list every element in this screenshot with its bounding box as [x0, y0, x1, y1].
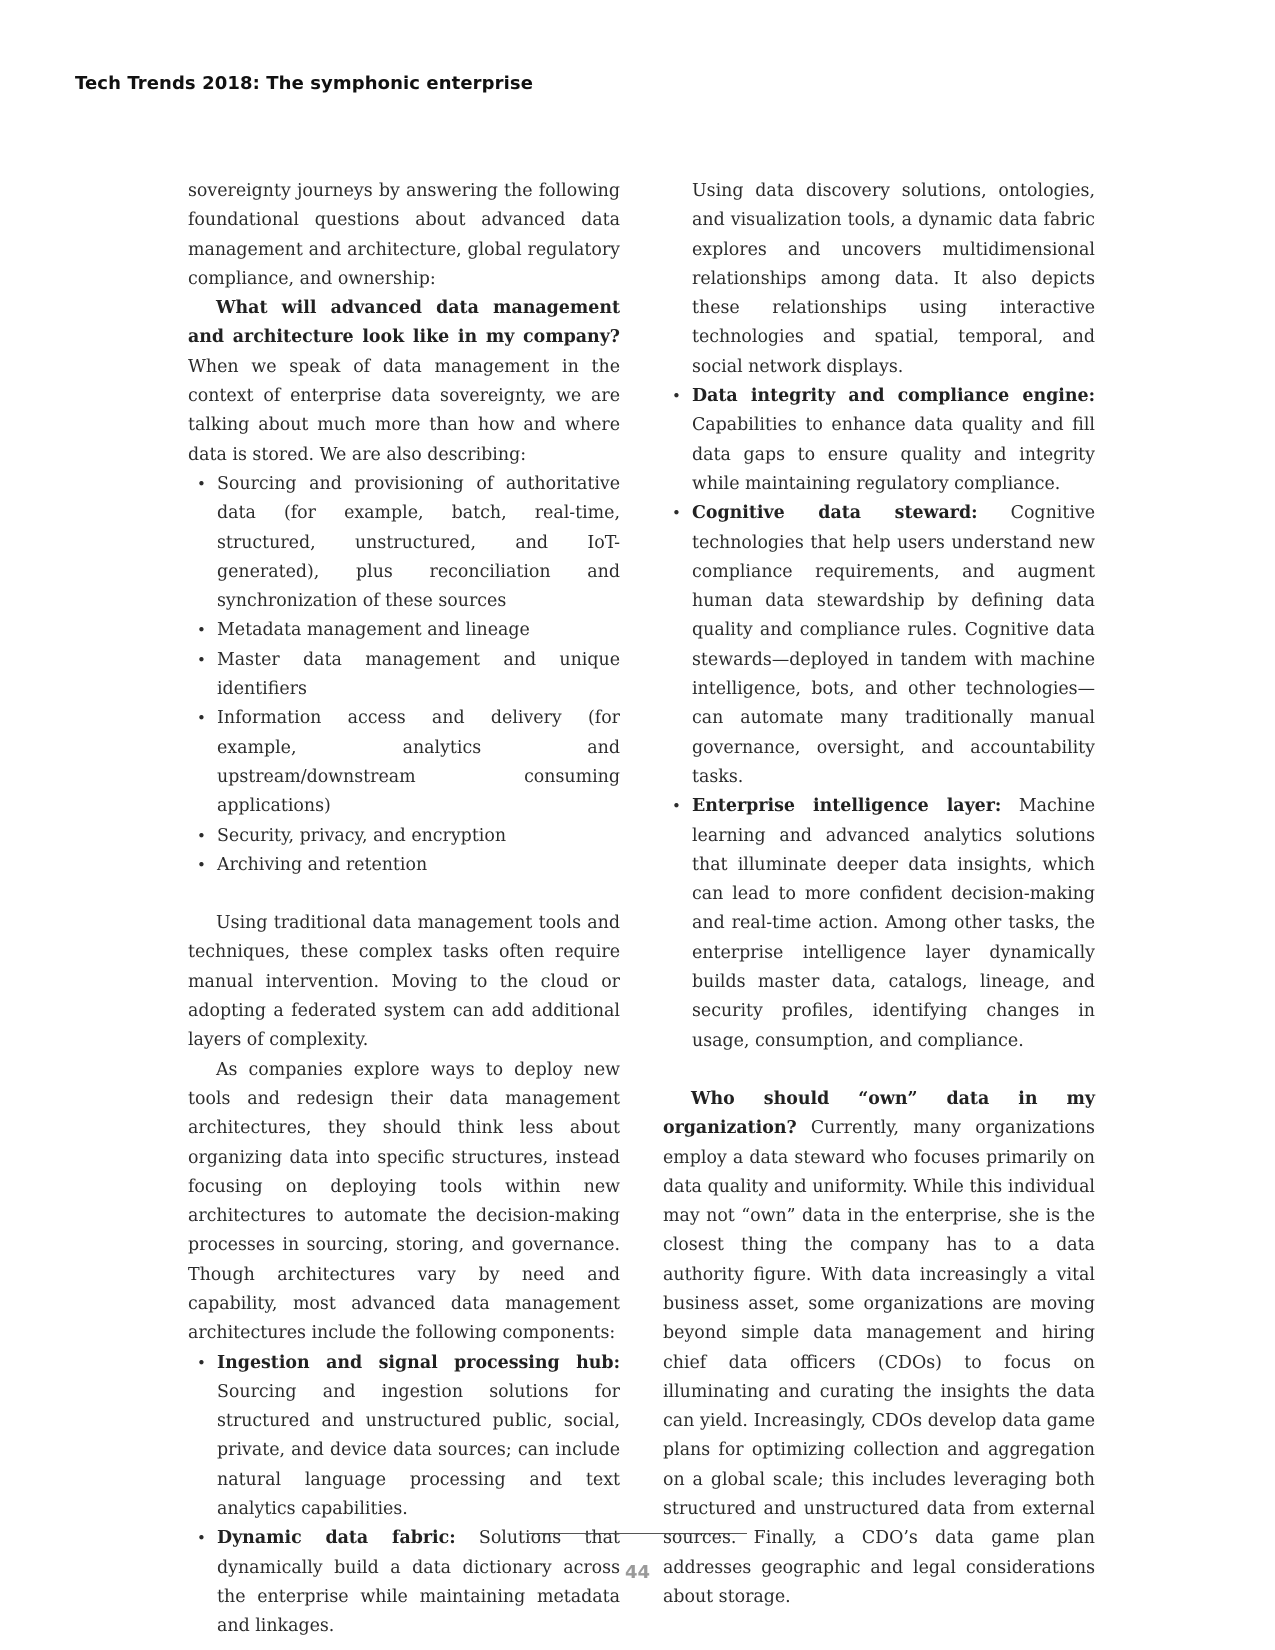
list-item: • Sourcing and provisioning of authoritative data (for example, batch, real-time, structured, unstructured, and IoT-generated), plus reconciliation and synchronization of these sources	[188, 470, 620, 616]
spacer	[663, 1056, 1095, 1085]
question-1-heading: What will advanced data management and architecture look like in my company?	[188, 298, 620, 348]
footer-rule	[529, 1533, 747, 1534]
list-item: • Metadata management and lineage	[188, 616, 620, 645]
question-1-paragraph	[188, 294, 620, 470]
component-text: Sourcing and ingestion solutions for structured and unstructured public, social, private, and device data sources; can include natural language processing and text analytics capabilities.	[217, 1381, 620, 1520]
component-term: Data integrity and compliance engine:	[692, 386, 1095, 407]
companies-paragraph: As companies explore ways to deploy new tools and redesign their data management architectures, they should think less about organizing data into specific structures, instead focusing on deploying tools within new architectures to automate the decision-making processes in sourcing, storing, and governance. Though architectures vary by need and capability, most advanced data management architectures include the following components:	[188, 1059, 620, 1344]
component-term: Enterprise intelligence layer:	[692, 796, 1002, 817]
spacer	[188, 880, 620, 909]
component-ingestion-hub	[188, 1349, 620, 1525]
page-number: 44	[624, 1562, 651, 1583]
left-column	[188, 177, 620, 1642]
component-integrity-engine	[663, 382, 1095, 499]
component-enterprise-intelligence	[663, 792, 1095, 1056]
traditional-tools-paragraph: Using traditional data management tools and techniques, these complex tasks often require manual intervention. Moving to the cloud or adopting a federated system can add additional layers of complexity.	[188, 913, 620, 1051]
running-header: Tech Trends 2018: The symphonic enterprise	[75, 73, 533, 94]
list-item: • Security, privacy, and encryption	[188, 822, 620, 851]
components-list-continued	[663, 382, 1095, 1056]
question-2-text: Currently, many organizations employ a data steward who focuses primarily on data quality and uniformity. While this individual may not “own” data in the enterprise, she is the closest thing the company has to a data authority figure. With data increasingly a vital business asset, some organizations are moving beyond simple data management and hiring chief data officers (CDOs) to focus on illuminating and curating the insights the data can yield. Increasingly, CDOs develop data game plans for optimizing collection and aggregation on a global scale; this includes leveraging both structured and unstructured data from external sources. Finally, a CDO’s data game plan addresses geographic and legal considerations about storage.	[663, 1118, 1095, 1607]
question-1-text: When we speak of data management in the context of enterprise data sovereignty, we are talking about much more than how and where data is stored. We are also describing:	[188, 356, 620, 465]
right-column	[663, 177, 1095, 1612]
list-item: • Archiving and retention	[188, 851, 620, 880]
component-term: Dynamic data fabric:	[217, 1528, 456, 1549]
list-item: • Master data management and unique identifiers	[188, 646, 620, 705]
component-term: Ingestion and signal processing hub:	[217, 1352, 620, 1373]
component-text: Capabilities to enhance data quality and fill data gaps to ensure quality and integrity while maintaining regulatory compliance.	[692, 415, 1095, 494]
data-management-list	[188, 470, 620, 880]
dynamic-data-fabric-continued: Using data discovery solutions, ontologies, and visualization tools, a dynamic data fabric explores and uncovers multidimensional relationships among data. It also depicts these relationships using interactive technologies and spatial, temporal, and social network displays.	[692, 181, 1095, 377]
component-cognitive-steward	[663, 499, 1095, 792]
components-list	[188, 1349, 620, 1642]
component-text: Solutions that dynamically build a data dictionary across the enterprise while maintaining metadata and linkages.	[217, 1528, 620, 1637]
question-2-heading: Who should “own” data in my organization?	[663, 1088, 1095, 1139]
component-text: Cognitive technologies that help users understand new compliance requirements, and augment human data stewardship by defining data quality and compliance rules. Cognitive data stewards—deployed in tandem with machine intelligence, bots, and other technologies—can automate many traditionally manual governance, oversight, and accountability tasks.	[692, 503, 1095, 787]
list-item: • Information access and delivery (for example, analytics and upstream/downstream consuming applications)	[188, 704, 620, 821]
component-text: Machine learning and advanced analytics solutions that illuminate deeper data insights, which can lead to more confident decision-making and real-time action. Among other tasks, the enterprise intelligence layer dynamically builds master data, catalogs, lineage, and security profiles, identifying changes in usage, consumption, and compliance.	[692, 796, 1095, 1051]
intro-paragraph: sovereignty journeys by answering the following foundational questions about advanced data management and architecture, global regulatory compliance, and ownership:	[188, 181, 620, 289]
component-term: Cognitive data steward:	[692, 503, 978, 524]
